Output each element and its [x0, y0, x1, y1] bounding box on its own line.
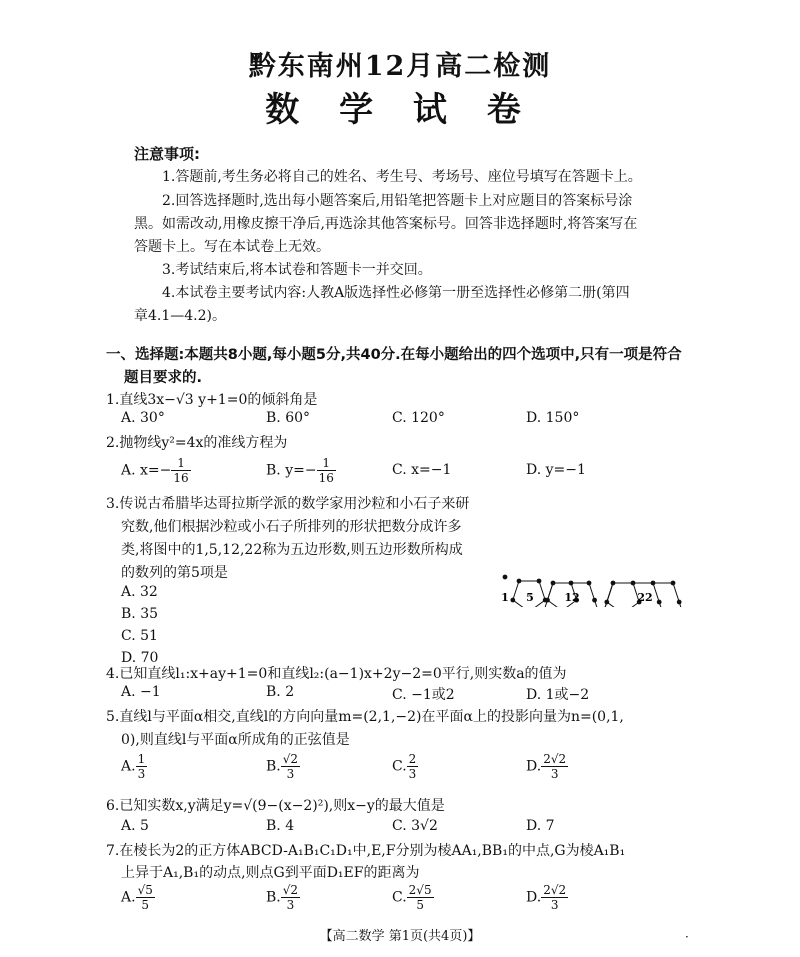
q3-line-2: 究数,他们根据沙粒或小石子所排列的形状把数分成许多 [121, 519, 462, 535]
q3-option-c: C. 51 [121, 628, 158, 644]
figure-label-5: 5 [526, 591, 534, 604]
q4-option-d: D. 1或−2 [526, 687, 590, 703]
q6-option-d: D. 7 [526, 818, 555, 834]
q5-a-fraction [136, 752, 148, 781]
corner-mark: · [685, 930, 689, 944]
figure-label-1: 1 [501, 591, 509, 604]
q4-stem: 4.已知直线l₁:x+ay+1=0和直线l₂:(a−1)x+2y−2=0平行,则实数a的值为 [106, 666, 567, 682]
q6-stem: 6.已知实数x,y满足y=√(9−(x−2)²),则x−y的最大值是 [106, 798, 445, 814]
q4-option-c: C. −1或2 [392, 687, 455, 703]
q3-line-1: 3.传说古希腊毕达哥拉斯学派的数学家用沙粒和小石子来研 [106, 496, 470, 512]
pentagon-dot [657, 600, 662, 605]
pentagon-dot [517, 579, 522, 584]
q7-option-a [121, 883, 155, 912]
pentagon-outline [601, 583, 666, 607]
q7-a-den: 5 [141, 898, 150, 912]
q7-line-1: 7.在棱长为2的正方体ABCD-A₁B₁C₁D₁中,E,F分别为棱AA₁,BB₁的中点,G为棱A₁B₁ [106, 843, 626, 859]
pentagon-dot [592, 598, 597, 603]
q6-option-c: C. 3√2 [392, 818, 438, 834]
notice-line-1: 1.答题前,考生务必将自己的姓名、考生号、考场号、座位号填写在答题卡上。 [162, 169, 642, 185]
q7-a-fraction [136, 883, 155, 912]
q3-line-3: 类,将图中的1,5,12,22称为五边形数,则五边形数所构成 [121, 542, 463, 558]
q7-line-2: 上异于A₁,B₁的动点,则点G到平面D₁EF的距离为 [121, 865, 420, 881]
notice-heading: 注意事项: [134, 145, 200, 163]
q1-option-a: A. 30° [121, 410, 165, 426]
page-footer: 【高二数学 第1页(共4页)】 [319, 929, 481, 944]
q5-b-den: 3 [286, 767, 295, 781]
pentagon-dot [651, 581, 656, 586]
q5-line-1: 5.直线l与平面α相交,直线l的方向向量m=(2,1,−2)在平面α上的投影向量为n=(0,1, [106, 709, 624, 725]
q5-option-d [526, 752, 568, 781]
figure-label-22: 22 [637, 591, 653, 604]
q1-option-b: B. 60° [266, 410, 311, 426]
q5-b-fraction [281, 752, 300, 781]
section-heading-line-2: 题目要求的. [124, 370, 203, 386]
q5-a-prefix: A. [121, 758, 136, 775]
q2-option-a-fraction [171, 456, 190, 485]
q5-a-num: 1 [137, 752, 146, 766]
notice-line-4: 答题卡上。写在本试卷上无效。 [134, 239, 330, 255]
q2-a-den: 16 [173, 471, 189, 485]
q2-option-b-fraction [317, 456, 336, 485]
q7-d-num: 2√2 [543, 883, 567, 897]
q7-b-prefix: B. [266, 889, 281, 906]
q1-option-d: D. 150° [526, 410, 580, 426]
pentagon-dot [551, 581, 556, 586]
q2-a-num: 1 [171, 456, 190, 471]
q7-b-num: √2 [282, 883, 299, 897]
pentagon-dot [611, 581, 616, 586]
pentagon-dot [671, 581, 676, 586]
q7-option-d [526, 883, 568, 912]
q3-option-b: B. 35 [121, 606, 159, 622]
notice-line-7: 章4.1—4.2)。 [134, 308, 226, 324]
q2-b-num: 1 [317, 456, 336, 471]
notice-line-3: 黑。如需改动,用橡皮擦干净后,再选涂其他答案标号。回答非选择题时,将答案写在 [134, 216, 638, 232]
q7-option-b [266, 883, 300, 912]
q5-d-num: 2√2 [543, 752, 567, 766]
pentagon-dot [631, 581, 636, 586]
pentagonal-numbers-figure [495, 497, 695, 607]
q5-c-prefix: C. [392, 758, 407, 775]
q5-option-c [392, 752, 418, 781]
q7-d-den: 3 [550, 898, 559, 912]
q6-option-b: B. 4 [266, 818, 295, 834]
q7-c-fraction [407, 883, 434, 912]
q5-option-a [121, 752, 147, 781]
q5-d-den: 3 [550, 767, 559, 781]
q7-c-prefix: C. [392, 889, 407, 906]
exam-subtitle: 数 学 试 卷 [265, 90, 535, 130]
q7-option-c [392, 883, 434, 912]
section-heading-line-1: 一、选择题:本题共8小题,每小题5分,共40分.在每小题给出的四个选项中,只有一项是符合 [106, 347, 682, 363]
q7-d-fraction [541, 883, 568, 912]
pentagon-dot [587, 581, 592, 586]
q1-option-c: C. 120° [392, 410, 445, 426]
q7-b-den: 3 [286, 898, 295, 912]
q2-option-c: C. x=−1 [392, 462, 452, 478]
q7-c-num: 2√5 [408, 883, 432, 897]
q7-a-prefix: A. [121, 889, 136, 906]
pentagon-dot [537, 579, 542, 584]
notice-line-5: 3.考试结束后,将本试卷和答题卡一并交回。 [162, 262, 432, 278]
q2-option-b-prefix: B. y=− [266, 462, 317, 479]
q1-stem: 1.直线3x−√3 y+1=0的倾斜角是 [106, 392, 318, 408]
q7-b-fraction [281, 883, 300, 912]
q2-option-a-prefix: A. x=− [121, 462, 172, 479]
q4-option-a: A. −1 [121, 684, 161, 700]
notice-line-2: 2.回答选择题时,选出每小题答案后,用铅笔把答题卡上对应题目的答案标号涂 [162, 193, 633, 209]
q7-d-prefix: D. [526, 889, 542, 906]
notice-line-6: 4.本试卷主要考试内容:人教A版选择性必修第一册至选择性必修第二册(第四 [162, 285, 630, 301]
pentagon-dot [503, 575, 508, 580]
q2-option-d: D. y=−1 [526, 462, 586, 478]
figure-label-12: 12 [564, 591, 580, 604]
q3-line-4: 的数列的第5项是 [121, 565, 228, 581]
q5-line-2: 0),则直线l与平面α所成角的正弦值是 [121, 732, 350, 748]
q6-option-a: A. 5 [121, 818, 149, 834]
q5-b-prefix: B. [266, 758, 281, 775]
q5-d-fraction [541, 752, 568, 781]
q2-stem: 2.抛物线y²=4x的准线方程为 [106, 435, 288, 451]
pentagon-dot [604, 600, 609, 605]
pentagon-dot [545, 598, 550, 603]
q2-option-a [121, 456, 191, 485]
q5-c-den: 3 [408, 767, 417, 781]
q3-option-a: A. 32 [121, 584, 158, 600]
q5-c-fraction [407, 752, 419, 781]
q4-option-b: B. 2 [266, 684, 295, 700]
pentagon-dot [677, 600, 682, 605]
q5-a-den: 3 [137, 767, 146, 781]
q7-c-den: 5 [416, 898, 424, 912]
pentagon-dot [569, 581, 574, 586]
q5-option-b [266, 752, 300, 781]
q2-option-b [266, 456, 336, 485]
q7-a-num: √5 [137, 883, 153, 897]
q5-c-num: 2 [408, 752, 417, 766]
q5-d-prefix: D. [526, 758, 542, 775]
q5-b-num: √2 [282, 752, 299, 766]
pentagon-dot [510, 598, 515, 603]
exam-title: 黔东南州12月高二检测 [248, 51, 552, 82]
q3-option-d: D. 70 [121, 650, 159, 666]
q2-b-den: 16 [318, 471, 334, 485]
